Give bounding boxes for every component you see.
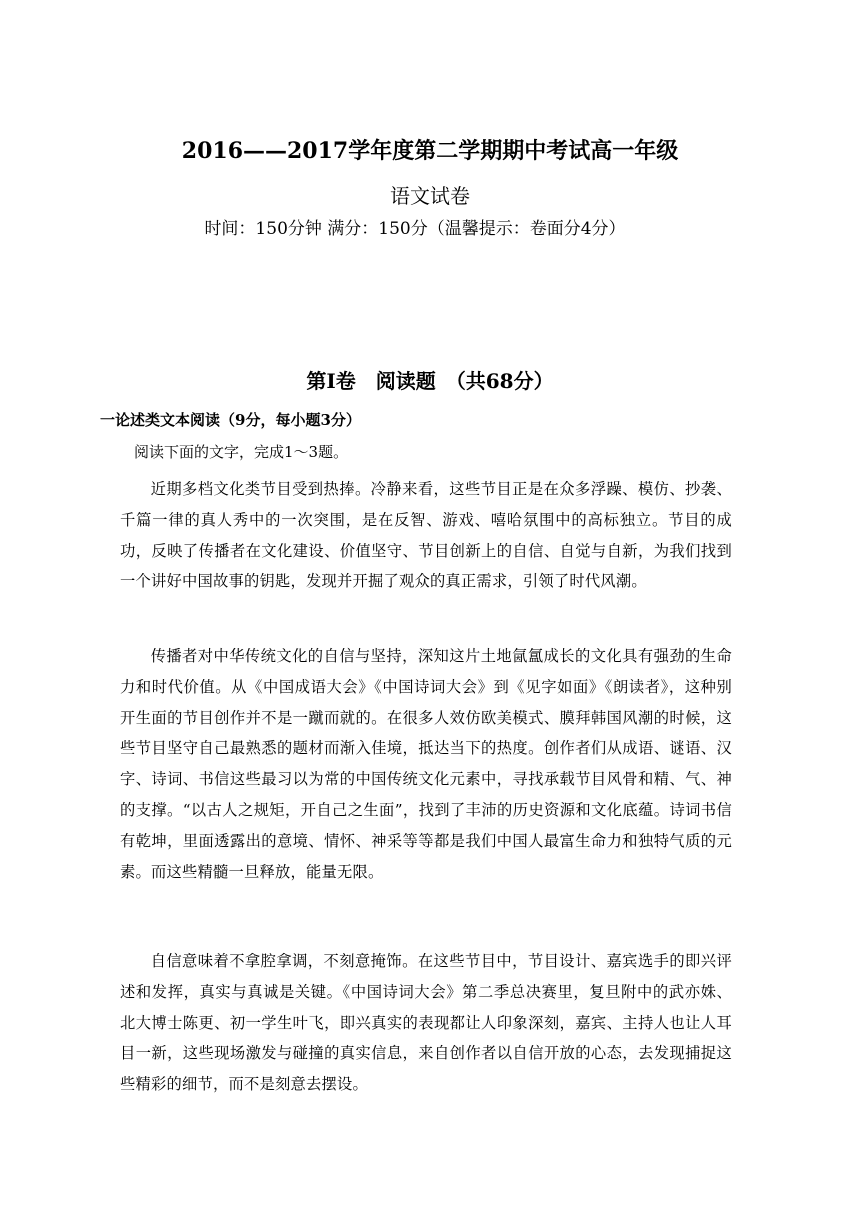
part-title: 第Ⅰ卷 阅读题 （共68分） bbox=[306, 369, 554, 393]
passage-paragraph: 自信意味着不拿腔拿调，不刻意掩饰。在这些节目中，节目设计、嘉宾选手的即兴评述和发挥，真实与真诚是关键。《中国诗词大会》第二季总决赛里，复旦附中的武亦姝、北大博士陈更、初一学生叶飞，即兴真实的表现都让人印象深刻，嘉宾、主持人也让人耳目一新，这些现场激发与碰撞的真实信息，来自创作者以自信开放的心态，去发现捕捉这些精彩的细节，而不是刻意去摆设。 bbox=[120, 952, 732, 1094]
passage-paragraph: 传播者对中华传统文化的自信与坚持，深知这片土地氤氲成长的文化具有强劲的生命力和时代价值。从《中国成语大会》《中国诗词大会》到《见字如面》《朗读者》，这种别开生面的节目创作并不是一蹴而就的。在很多人效仿欧美模式、膜拜韩国风潮的时候，这些节目坚守自己最熟悉的题材而渐入佳境，抵达当下的热度。创作者们从成语、谜语、汉字、诗词、书信这些最习以为常的中国传统文化元素中，寻找承载节目风骨和精、气、神的支撑。“以古人之规矩，开自己之生面”，找到了丰沛的历史资源和文化底蕴。诗词书信有乾坤，里面透露出的意境、情怀、神采等等都是我们中国人最富生命力和独特气质的元素。而这些精髓一旦释放，能量无限。 bbox=[120, 647, 732, 881]
page-title: 2016——2017学年度第二学期期中考试高一年级 bbox=[181, 138, 679, 164]
section-heading: 一论述类文本阅读（9分，每小题3分） bbox=[100, 411, 361, 429]
reading-instruction: 阅读下面的文字，完成1～3题。 bbox=[134, 443, 349, 461]
passage-paragraph: 近期多档文化类节目受到热捧。冷静来看，这些节目正是在众多浮躁、模仿、抄袭、千篇一律的真人秀中的一次突围，是在反智、游戏、嘻哈氛围中的高标独立。节目的成功，反映了传播者在文化建设、价值坚守、节目创新上的自信、自觉与自新，为我们找到一个讲好中国故事的钥匙，发现并开掘了观众的真正需求，引领了时代风潮。 bbox=[120, 480, 732, 591]
subject-title: 语文试卷 bbox=[390, 184, 470, 208]
exam-info: 时间：150分钟 满分：150分（温馨提示：卷面分4分） bbox=[204, 219, 626, 239]
